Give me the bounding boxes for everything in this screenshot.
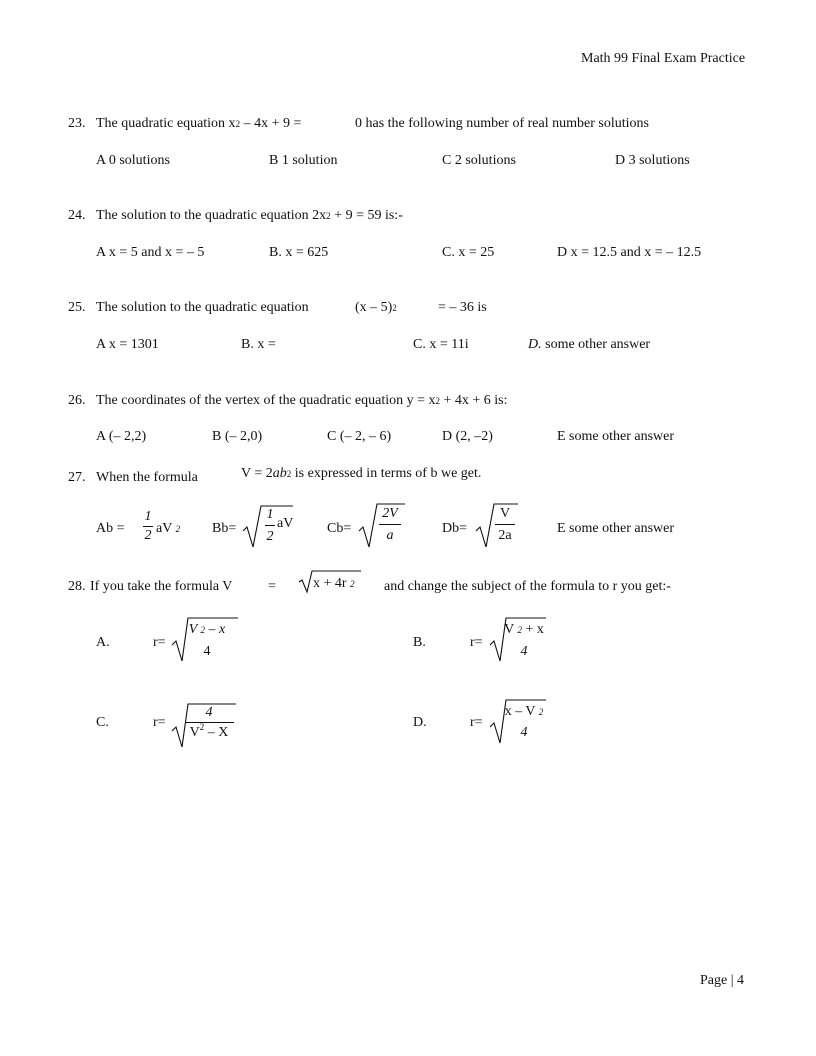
option-e[interactable]: E some other answer — [557, 429, 675, 444]
option-r-equals: r= — [153, 715, 166, 730]
fraction-denominator: 4 — [520, 725, 528, 740]
option-label: D. — [413, 715, 427, 730]
option-r-equals: r= — [153, 635, 166, 650]
option-a[interactable]: A (– 2,2) — [96, 429, 147, 444]
question-number: 27. — [68, 470, 86, 485]
fraction-denominator: 2a — [498, 528, 512, 543]
fraction-numerator: x – V 2 — [504, 704, 544, 719]
question-text-continued: = – 36 is — [438, 300, 487, 315]
page-header-title: Math 99 Final Exam Practice — [581, 51, 746, 66]
option-label: Cb= — [327, 521, 352, 536]
question-number: 28. — [68, 579, 86, 594]
option-a[interactable]: A x = 5 and x = – 5 — [96, 245, 205, 260]
fraction-numerator: 2V — [382, 506, 398, 521]
question-number: 26. — [68, 393, 86, 408]
question-text: The solution to the quadratic equation — [96, 300, 309, 315]
fraction-denominator: a — [386, 528, 394, 543]
question-number: 23. — [68, 116, 86, 131]
question-text-continued: and change the subject of the formula to r you get:- — [384, 579, 671, 594]
question-number: 24. — [68, 208, 86, 223]
equation: (x – 5)2 — [355, 300, 397, 315]
option-b[interactable]: B. x = 625 — [269, 245, 329, 260]
option-c[interactable]: C. x = 11i — [413, 337, 469, 352]
option-r-equals: r= — [470, 635, 483, 650]
fraction-numerator: 4 — [205, 705, 213, 720]
option-d[interactable]: D (2, –2) — [442, 429, 493, 444]
question-text-continued: 0 has the following number of real number solutions — [355, 116, 649, 131]
fraction-numerator: 1 — [266, 507, 274, 522]
option-b[interactable]: B. x = — [241, 337, 276, 352]
question-text: When the formula — [96, 470, 198, 485]
fraction-bar — [379, 524, 401, 525]
question-text: The solution to the quadratic equation 2x2 + 9 = 59 is:- — [96, 208, 403, 223]
fraction-denominator: 2 — [144, 528, 152, 543]
formula: V = 2ab2 is expressed in terms of b we get. — [241, 466, 482, 481]
option-c[interactable]: C. x = 25 — [442, 245, 495, 260]
option-label: B. — [413, 635, 426, 650]
option-label: C. — [96, 715, 109, 730]
option-b[interactable]: B 1 solution — [269, 153, 338, 168]
option-a[interactable]: A 0 solutions — [96, 153, 170, 168]
option-a[interactable]: A x = 1301 — [96, 337, 159, 352]
fraction-denominator: $V^2$ – X — [189, 722, 229, 740]
option-d[interactable]: D. some other answer — [528, 337, 651, 352]
option-label: Db= — [442, 521, 468, 536]
option-b[interactable]: B (– 2,0) — [212, 429, 263, 444]
option-r-equals: r= — [470, 715, 483, 730]
fraction-denominator: 4 — [203, 644, 211, 659]
fraction-bar — [495, 524, 515, 525]
question-text: The coordinates of the vertex of the quadratic equation y = x2 + 4x + 6 is: — [96, 393, 508, 408]
option-d[interactable]: D 3 solutions — [615, 153, 690, 168]
fraction-numerator: V 2 + x — [504, 622, 544, 637]
fraction-bar — [265, 525, 275, 526]
fraction-denominator: 2 — [266, 529, 274, 544]
fraction-numerator: V — [499, 506, 511, 521]
question-number: 25. — [68, 300, 86, 315]
option-label: Ab = — [96, 521, 125, 536]
option-c[interactable]: C (– 2, – 6) — [327, 429, 392, 444]
radicand: x + 4r 2 — [313, 576, 355, 591]
option-label: Bb= — [212, 521, 237, 536]
option-d[interactable]: D x = 12.5 and x = – 12.5 — [557, 245, 702, 260]
option-e[interactable]: E some other answer — [557, 521, 675, 536]
fraction-bar — [186, 722, 234, 723]
fraction-numerator: 1 — [144, 509, 152, 524]
question-text: The quadratic equation x2 – 4x + 9 = — [96, 116, 302, 131]
option-term: aV 2 — [156, 521, 181, 536]
option-c[interactable]: C 2 solutions — [442, 153, 516, 168]
page-number: Page | 4 — [700, 973, 745, 988]
option-label: A. — [96, 635, 110, 650]
fraction-bar — [143, 526, 153, 527]
question-text: If you take the formula V — [90, 579, 233, 594]
equals-sign: = — [268, 579, 276, 594]
fraction-denominator: 4 — [520, 644, 528, 659]
fraction-numerator: V 2 – x — [188, 622, 226, 637]
option-term: aV — [277, 516, 294, 531]
